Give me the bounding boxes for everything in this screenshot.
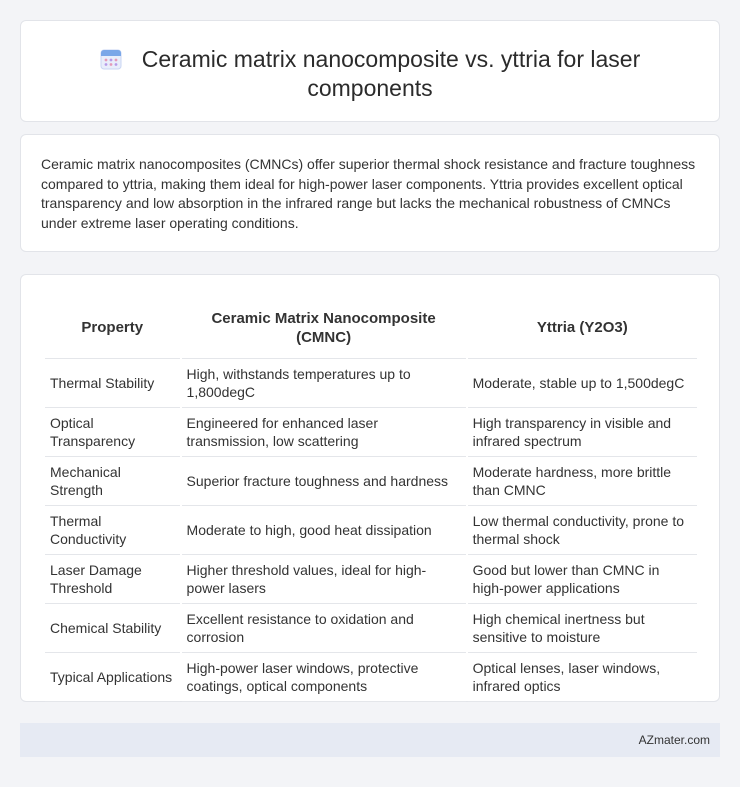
comparison-card	[20, 274, 720, 702]
yttria-cell: Moderate hardness, more brittle than CMNC	[468, 457, 697, 506]
property-cell: Thermal Conductivity	[45, 506, 180, 555]
property-cell: Chemical Stability	[45, 604, 180, 653]
yttria-cell: High transparency in visible and infrared spectrum	[468, 408, 697, 457]
header-yttria: Yttria (Y2O3)	[468, 297, 697, 359]
table-row	[45, 604, 697, 653]
cmnc-cell: Higher threshold values, ideal for high-power lasers	[182, 555, 466, 604]
cmnc-cell: High, withstands temperatures up to 1,800degC	[182, 359, 466, 408]
property-cell: Mechanical Strength	[45, 457, 180, 506]
yttria-cell: Low thermal conductivity, prone to thermal shock	[468, 506, 697, 555]
table-row	[45, 506, 697, 555]
header-cmnc: Ceramic Matrix Nanocomposite (CMNC)	[182, 297, 466, 359]
cmnc-cell: Excellent resistance to oxidation and corrosion	[182, 604, 466, 653]
cmnc-cell: Engineered for enhanced laser transmission, low scattering	[182, 408, 466, 457]
calendar-icon	[100, 48, 122, 70]
title-line-2: components	[307, 75, 433, 101]
summary-card	[20, 134, 720, 252]
title-line-1: Ceramic matrix nanocomposite vs. yttria for laser	[141, 46, 641, 72]
property-cell: Laser Damage Threshold	[45, 555, 180, 604]
page-title	[21, 45, 719, 103]
comparison-table	[43, 297, 699, 702]
cmnc-cell: Superior fracture toughness and hardness	[182, 457, 466, 506]
summary-text: Ceramic matrix nanocomposites (CMNCs) offer superior thermal shock resistance and fracture toughness compared to yttria, making them ideal for high-power laser components. Yttria provides excellent optical transparency and low absorption in the infrared range but lacks the mechanical robustness of CMNCs under extreme laser operating conditions.	[41, 156, 696, 231]
table-header-row	[45, 297, 697, 359]
table-row	[45, 555, 697, 604]
yttria-cell: Moderate, stable up to 1,500degC	[468, 359, 697, 408]
cmnc-cell: Moderate to high, good heat dissipation	[182, 506, 466, 555]
property-cell: Typical Applications	[45, 653, 180, 702]
table-row	[45, 653, 697, 702]
footer-site-link[interactable]: AZmater.com	[638, 733, 710, 747]
title-card	[20, 20, 720, 122]
property-cell: Optical Transparency	[45, 408, 180, 457]
footer	[20, 723, 720, 757]
table-row	[45, 457, 697, 506]
table-row	[45, 359, 697, 408]
property-cell: Thermal Stability	[45, 359, 180, 408]
cmnc-cell: High-power laser windows, protective coatings, optical components	[182, 653, 466, 702]
yttria-cell: Optical lenses, laser windows, infrared optics	[468, 653, 697, 702]
yttria-cell: High chemical inertness but sensitive to moisture	[468, 604, 697, 653]
table-row	[45, 408, 697, 457]
yttria-cell: Good but lower than CMNC in high-power applications	[468, 555, 697, 604]
header-property: Property	[45, 297, 180, 359]
